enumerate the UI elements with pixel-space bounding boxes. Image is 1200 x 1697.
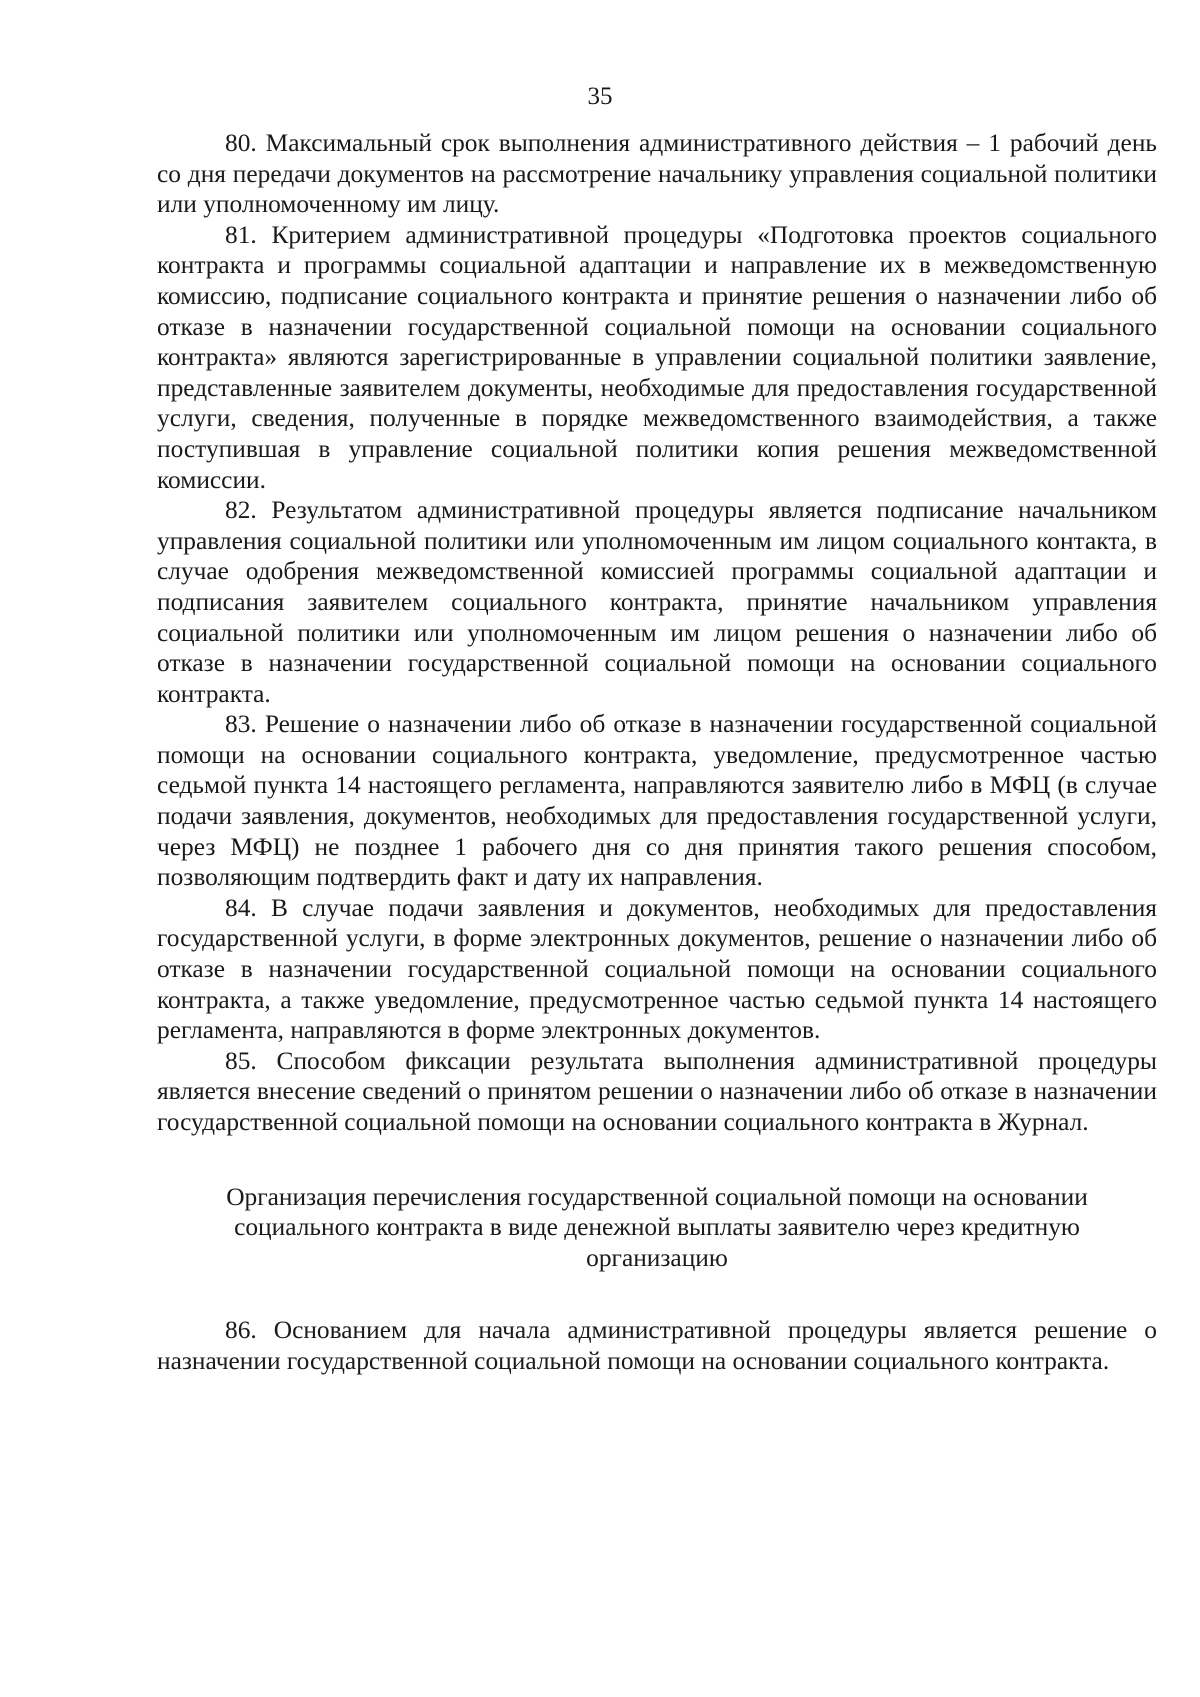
paragraph-80: 80. Максимальный срок выполнения административного действия – 1 рабочий день со дня передачи документов на рассмотрение начальнику управления социальной политики или уполномоченному им лицу. [157, 129, 1157, 219]
paragraph-86: 86. Основанием для начала административной процедуры является решение о назначении государственной социальной помощи на основании социального контракта. [157, 1316, 1157, 1375]
page-number: 35 [587, 83, 613, 110]
paragraph-82: 82. Результатом административной процедуры является подписание начальником управления социальной политики или уполномоченным им лицом социального контакта, в случае одобрения межведомственной комиссией программы социальной адаптации и подписания заявителем социального контракта, принятие начальником управления социальной политики или уполномоченным им лицом решения о назначении либо об отказе в назначении государственной социальной помощи на основании социального контракта. [157, 496, 1157, 708]
paragraph-84: 84. В случае подачи заявления и документов, необходимых для предоставления государственной услуги, в форме электронных документов, решение о назначении либо об отказе в назначении государственной социальной помощи на основании социального контракта, а также уведомление, предусмотренное частью седьмой пункта 14 настоящего регламента, направляются в форме электронных документов. [157, 893, 1157, 1045]
document-body [157, 128, 1157, 1377]
paragraph-83: 83. Решение о назначении либо об отказе в назначении государственной социальной помощи на основании социального контракта, уведомление, предусмотренное частью седьмой пункта 14 настоящего регламента, направляются заявителю либо в МФЦ (в случае подачи заявления, документов, необходимых для предоставления государственной услуги, через МФЦ) не позднее 1 рабочего дня со дня принятия такого решения способом, позволяющим подтвердить факт и дату их направления. [157, 710, 1157, 892]
paragraph-85: 85. Способом фиксации результата выполнения административной процедуры является внесение сведений о принятом решении о назначении либо об отказе в назначении государственной социальной помощи на основании социального контракта в Журнал. [157, 1046, 1157, 1136]
section-heading: Организация перечисления государственной социальной помощи на основании социального контракта в виде денежной выплаты заявителю через кредитную организацию [226, 1182, 1088, 1272]
paragraph-81: 81. Критерием административной процедуры «Подготовка проектов социального контракта и программы социальной адаптации и направление их в межведомственную комиссию, подписание социального контракта и принятие решения о назначении либо об отказе в назначении государственной социальной помощи на основании социального контракта» являются зарегистрированные в управлении социальной политики заявление, представленные заявителем документы, необходимые для предоставления государственной услуги, сведения, полученные в порядке межведомственного взаимодействия, а также поступившая в управление социальной политики копия решения межведомственной комиссии. [157, 220, 1157, 494]
